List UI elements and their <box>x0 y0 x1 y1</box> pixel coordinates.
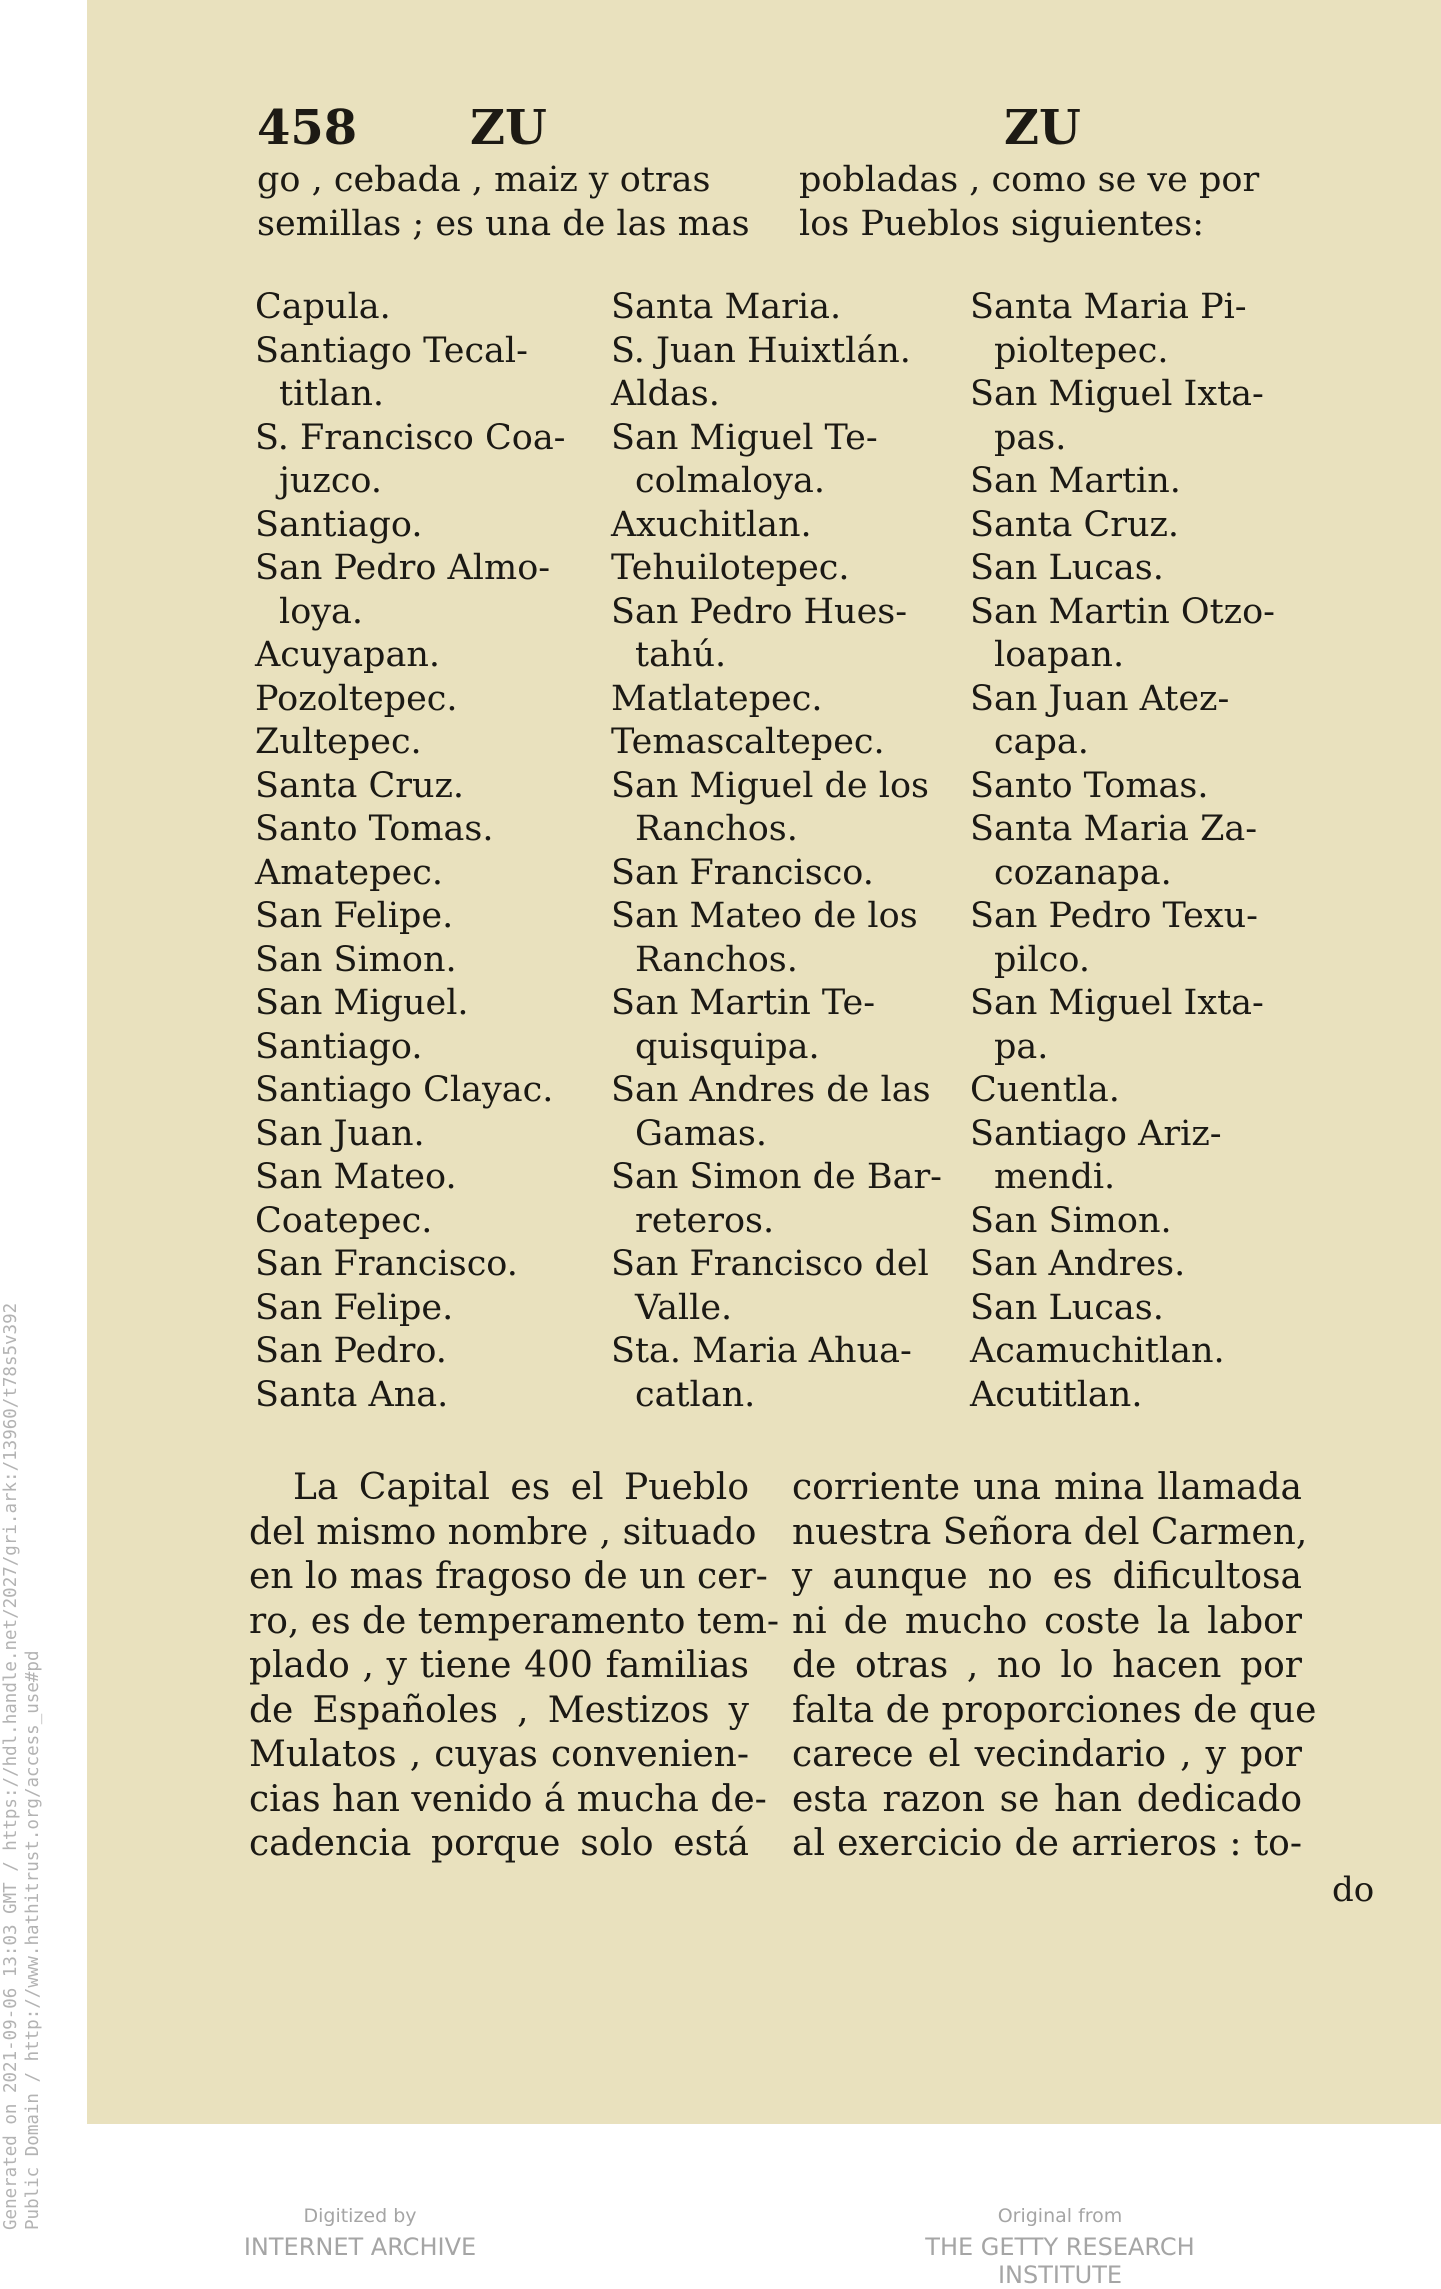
pueblo-entry: San Lucas. <box>970 548 1164 588</box>
pueblo-entry: San Simon de Bar- <box>611 1157 942 1197</box>
pueblo-entry: catlan. <box>635 1374 756 1415</box>
intro-text-left <box>257 158 750 246</box>
pueblo-entry: San Felipe. <box>255 896 454 936</box>
pueblo-entry: Santiago Ariz- <box>970 1113 1222 1154</box>
page-number: 458 <box>257 100 358 156</box>
pueblo-entry: San Miguel Te- <box>611 417 878 458</box>
text-line: de otras , no lo hacen por <box>792 1645 1302 1686</box>
pueblo-entry: pilco. <box>994 939 1090 980</box>
pueblo-entry: San Mateo de los <box>611 896 918 936</box>
pueblo-list-column-2 <box>611 286 942 1417</box>
pueblo-entry: San Miguel de los <box>611 765 929 806</box>
pueblo-entry: San Miguel Ixta- <box>970 374 1264 414</box>
running-head-right: ZU <box>1004 100 1081 156</box>
pueblo-entry: Gamas. <box>635 1113 767 1154</box>
pueblo-entry: Santa Maria Za- <box>970 809 1258 849</box>
pueblo-entry: Acamuchitlan. <box>970 1331 1225 1371</box>
text-line: cias han venido á mucha de- <box>249 1778 767 1820</box>
text-line: corriente una mina llamada <box>792 1467 1302 1508</box>
text-line: carece el vecindario , y por <box>792 1734 1302 1775</box>
pueblo-entry: Santiago Clayac. <box>255 1070 554 1110</box>
pueblo-entry: San Felipe. <box>255 1287 454 1328</box>
text-line: del mismo nombre , situado <box>249 1511 757 1553</box>
stamp-line-1: Generated on 2021-09-06 13:03 GMT / https://hdl.handle.net/2027/gri.ark:/13960/t78s5v392 <box>1 1302 21 2230</box>
pueblo-entry: San Miguel. <box>255 983 469 1023</box>
pueblo-entry: Pozoltepec. <box>255 678 458 719</box>
pueblo-entry: juzco. <box>279 461 383 501</box>
pueblo-entry: Capula. <box>255 287 391 327</box>
hathitrust-generation-stamp <box>0 1302 43 2230</box>
pueblo-entry: San Pedro. <box>255 1331 447 1371</box>
pueblo-entry: Santa Cruz. <box>255 765 465 806</box>
intro-text-right <box>799 158 1259 246</box>
text-line: nuestra Señora del Carmen, <box>792 1511 1308 1553</box>
text-line: en lo mas fragoso de un cer- <box>249 1556 768 1597</box>
pueblo-entry: Santa Cruz. <box>970 504 1180 545</box>
pueblo-entry: San Francisco. <box>611 852 874 893</box>
pueblo-entry: San Juan. <box>255 1113 425 1154</box>
text-line: La Capital es el Pueblo <box>293 1467 749 1508</box>
pueblo-entry: Santiago. <box>255 504 423 545</box>
pueblo-entry: Coatepec. <box>255 1200 433 1241</box>
pueblo-entry: Acutitlan. <box>970 1374 1143 1415</box>
pueblo-entry: loya. <box>279 591 364 632</box>
pueblo-entry: Santo Tomas. <box>970 765 1209 806</box>
pueblo-list-column-1 <box>255 286 566 1417</box>
pueblo-entry: Matlatepec. <box>611 678 823 719</box>
pueblo-entry: San Simon. <box>970 1200 1172 1241</box>
text-line: de Españoles , Mestizos y <box>249 1689 749 1731</box>
original-from-credit <box>870 2205 1250 2289</box>
running-head-left: ZU <box>470 100 547 156</box>
pueblo-entry: tahú. <box>635 635 727 675</box>
pueblo-entry: San Martin. <box>970 461 1181 501</box>
text-line: falta de proporciones de que <box>792 1689 1317 1731</box>
pueblo-list-column-3 <box>970 286 1275 1417</box>
pueblo-entry: titlan. <box>279 374 385 414</box>
pueblo-entry: San Mateo. <box>255 1157 457 1197</box>
pueblo-entry: quisquipa. <box>635 1026 820 1067</box>
pueblo-entry: Sta. Maria Ahua- <box>611 1331 912 1371</box>
pueblo-entry: San Francisco del <box>611 1244 929 1284</box>
pueblo-entry: pa. <box>994 1026 1049 1067</box>
text-line: ro, es de temperamento tem- <box>249 1600 779 1642</box>
pueblo-entry: loapan. <box>994 635 1125 675</box>
pueblo-entry: San Pedro Almo- <box>255 548 551 588</box>
pueblo-entry: S. Juan Huixtlán. <box>611 330 911 371</box>
stamp-line-2: Public Domain / http://www.hathitrust.org/access_use#pd <box>23 1650 43 2230</box>
text-line: los Pueblos siguientes: <box>799 204 1204 244</box>
text-line: esta razon se han dedicado <box>792 1778 1302 1820</box>
text-line: cadencia porque solo está <box>249 1823 749 1864</box>
pueblo-entry: San Lucas. <box>970 1287 1164 1328</box>
text-line: go , cebada , maiz y otras <box>257 160 711 200</box>
pueblo-entry: San Pedro Texu- <box>970 896 1258 936</box>
digitized-by-label: Digitized by <box>303 2205 417 2227</box>
pueblo-entry: capa. <box>994 722 1089 762</box>
pueblo-entry: Tehuilotepec. <box>611 548 850 588</box>
pueblo-entry: Temascaltepec. <box>611 722 885 762</box>
text-line: Mulatos , cuyas convenien- <box>249 1734 749 1775</box>
pueblo-entry: San Andres de las <box>611 1070 931 1110</box>
pueblo-entry: reteros. <box>635 1200 775 1241</box>
pueblo-entry: Acuyapan. <box>255 635 440 675</box>
catchword: do <box>1332 1870 1375 1910</box>
pueblo-entry: Santa Maria. <box>611 287 842 327</box>
pueblo-entry: Santiago Tecal- <box>255 330 528 371</box>
body-paragraph-left <box>249 1466 779 1867</box>
pueblo-entry: Ranchos. <box>635 809 798 849</box>
text-line: y aunque no es dificultosa <box>792 1556 1302 1597</box>
body-paragraph-right <box>792 1466 1317 1867</box>
text-line: ni de mucho coste la labor <box>792 1600 1302 1642</box>
pueblo-entry: pas. <box>994 417 1067 458</box>
pueblo-entry: Santo Tomas. <box>255 809 494 849</box>
pueblo-entry: Ranchos. <box>635 939 798 980</box>
digitized-by-credit <box>230 2205 490 2261</box>
pueblo-entry: Santa Maria Pi- <box>970 287 1247 327</box>
pueblo-entry: Santiago. <box>255 1026 423 1067</box>
pueblo-entry: Valle. <box>635 1287 733 1328</box>
pueblo-entry: Santa Ana. <box>255 1374 449 1415</box>
pueblo-entry: San Francisco. <box>255 1244 518 1284</box>
pueblo-entry: Axuchitlan. <box>611 504 812 545</box>
pueblo-entry: San Simon. <box>255 939 457 980</box>
book-page <box>87 0 1441 2124</box>
getty-research-institute-label: THE GETTY RESEARCH INSTITUTE <box>925 2233 1195 2289</box>
pueblo-entry: Zultepec. <box>255 722 422 762</box>
pueblo-entry: Amatepec. <box>255 852 443 893</box>
text-line: semillas ; es una de las mas <box>257 204 750 244</box>
original-from-label: Original from <box>997 2205 1123 2227</box>
pueblo-entry: San Miguel Ixta- <box>970 983 1264 1023</box>
pueblo-entry: colmaloya. <box>635 461 825 501</box>
pueblo-entry: cozanapa. <box>994 852 1172 893</box>
pueblo-entry: Cuentla. <box>970 1070 1120 1110</box>
internet-archive-label: INTERNET ARCHIVE <box>243 2233 477 2261</box>
pueblo-entry: S. Francisco Coa- <box>255 417 566 458</box>
pueblo-entry: pioltepec. <box>994 330 1169 371</box>
pueblo-entry: San Martin Otzo- <box>970 591 1275 632</box>
pueblo-entry: San Andres. <box>970 1244 1186 1284</box>
pueblo-entry: San Pedro Hues- <box>611 591 908 632</box>
pueblo-entry: mendi. <box>994 1157 1116 1197</box>
text-line: plado , y tiene 400 familias <box>249 1645 749 1686</box>
text-line: al exercicio de arrieros : to- <box>792 1823 1302 1864</box>
text-line: pobladas , como se ve por <box>799 160 1260 200</box>
pueblo-entry: San Martin Te- <box>611 983 876 1023</box>
pueblo-entry: San Juan Atez- <box>970 678 1230 719</box>
pueblo-entry: Aldas. <box>611 374 720 414</box>
